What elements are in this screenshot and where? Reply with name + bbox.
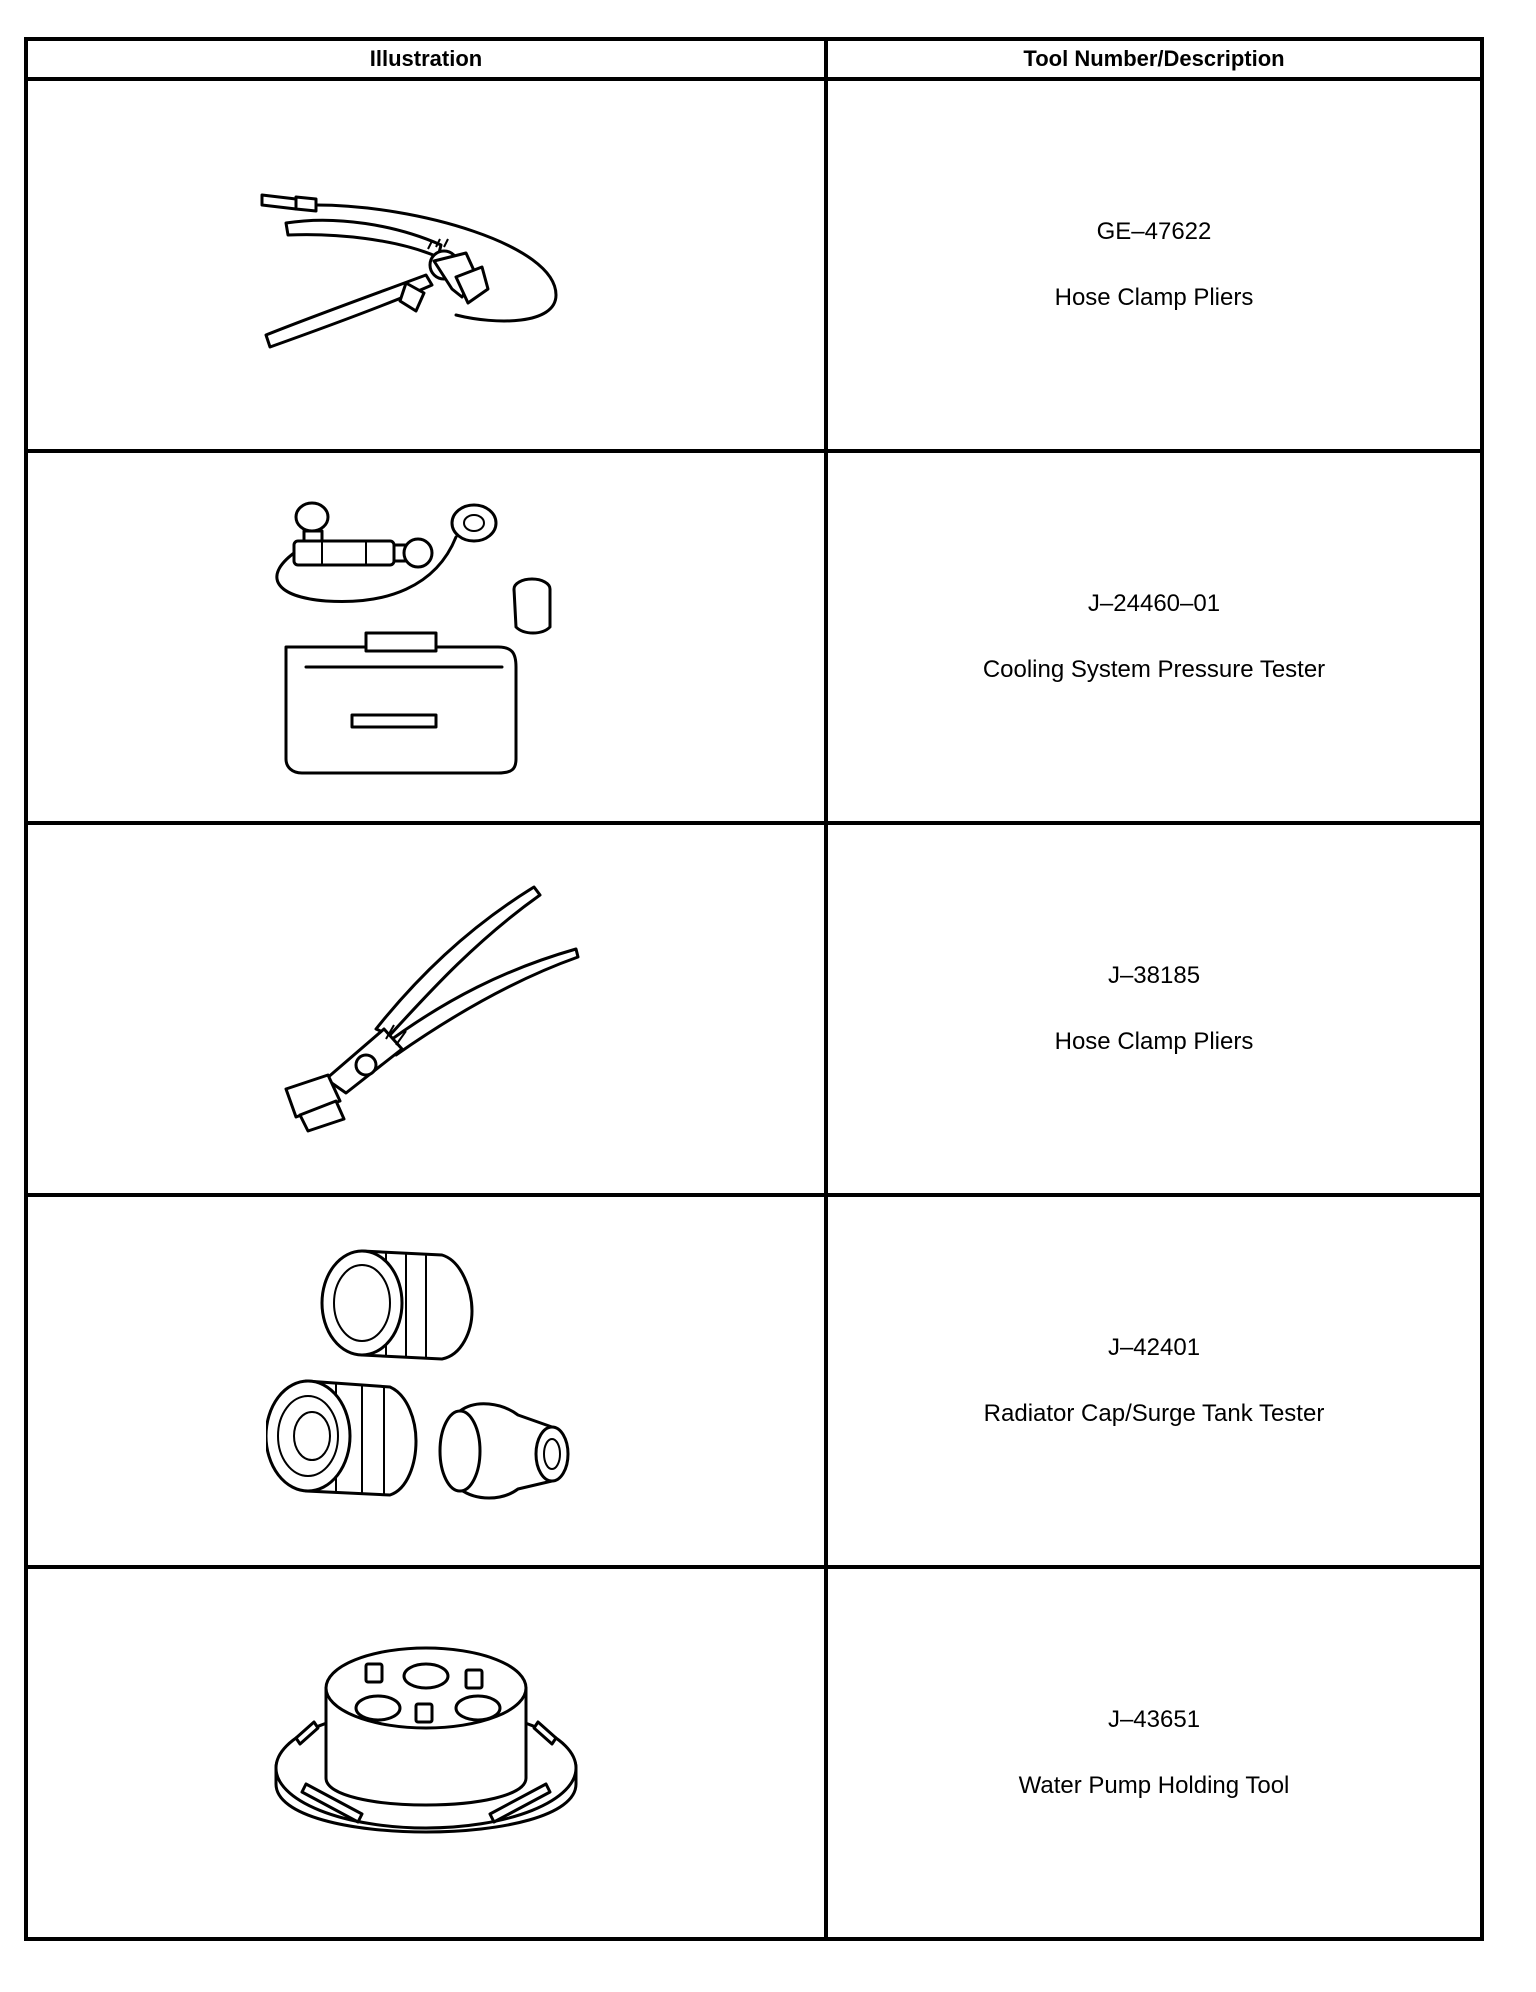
tool-name: Hose Clamp Pliers xyxy=(1054,284,1254,311)
description-cell xyxy=(826,79,1482,451)
tools-table xyxy=(24,37,1484,1941)
tool-name: Hose Clamp Pliers xyxy=(1054,1028,1254,1055)
illustration-cell xyxy=(26,1195,826,1567)
description-cell xyxy=(826,823,1482,1195)
tool-number: J–38185 xyxy=(1107,962,1201,989)
tool-name: Water Pump Holding Tool xyxy=(1018,1772,1290,1799)
header-row xyxy=(26,39,1482,79)
header-tool-description: Tool Number/Description xyxy=(826,39,1482,79)
table-row xyxy=(26,1195,1482,1567)
table-row xyxy=(26,823,1482,1195)
water-pump-holder-icon xyxy=(266,1638,586,1868)
tool-name: Radiator Cap/Surge Tank Tester xyxy=(983,1400,1325,1427)
illustration-cell xyxy=(26,451,826,823)
table-row xyxy=(26,79,1482,451)
tool-number: J–24460–01 xyxy=(1087,590,1221,617)
table-row xyxy=(26,1567,1482,1939)
hose-clamp-pliers-cable-icon xyxy=(256,165,596,365)
tool-number: J–43651 xyxy=(1107,1706,1201,1733)
description-cell xyxy=(826,1567,1482,1939)
header-illustration: Illustration xyxy=(26,39,826,79)
illustration-cell xyxy=(26,79,826,451)
illustration-cell xyxy=(26,1567,826,1939)
description-cell xyxy=(826,1195,1482,1567)
hose-clamp-pliers-icon xyxy=(266,879,586,1139)
cap-tester-adapters-icon xyxy=(266,1231,586,1531)
tool-number: GE–47622 xyxy=(1096,218,1212,245)
illustration-cell xyxy=(26,823,826,1195)
table-row xyxy=(26,451,1482,823)
description-cell xyxy=(826,451,1482,823)
tool-number: J–42401 xyxy=(1107,1334,1201,1361)
pressure-tester-kit-icon xyxy=(266,497,586,777)
tool-name: Cooling System Pressure Tester xyxy=(982,656,1326,683)
